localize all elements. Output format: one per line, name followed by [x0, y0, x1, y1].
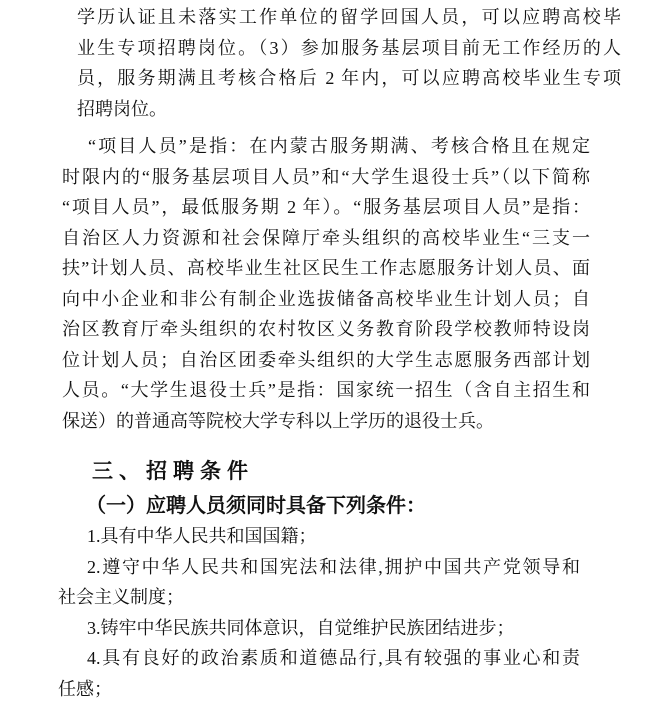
conditions-list — [58, 521, 580, 704]
paragraph-1 — [77, 2, 621, 124]
text-line: 扶”计划人员、高校毕业生社区民生工作志愿服务计划人员、面 — [62, 258, 590, 278]
subsection-heading: （一）应聘人员须同时具备下列条件： — [86, 494, 426, 517]
text-line: 人员。“大学生退役士兵”是指：国家统一招生（含自主招生和 — [62, 380, 590, 400]
condition-item-1: 1.具有中华人民共和国国籍； — [87, 526, 317, 546]
text-line: 保送）的普通高等院校大学专科以上学历的退役士兵。 — [62, 410, 494, 431]
text-line: 向中小企业和非公有制企业选拔储备高校毕业生计划人员；自 — [62, 288, 590, 309]
text-line: 学历认证且未落实工作单位的留学回国人员，可以应聘高校毕 — [77, 7, 621, 27]
condition-item-2-continuation: 社会主义制度； — [58, 587, 184, 607]
text-line: 时限内的“服务基层项目人员”和“大学生退役士兵”（以下简称 — [62, 166, 590, 187]
text-line: “项目人员”，最低服务期 2 年）。“服务基层项目人员”是指： — [62, 197, 590, 217]
text-line: 员，服务期满且考核合格后 2 年内，可以应聘高校毕业生专项 — [77, 68, 621, 88]
condition-item-2: 2.遵守中华人民共和国宪法和法律,拥护中国共产党领导和 — [87, 556, 580, 577]
condition-item-3: 3.铸牢中华民族共同体意识，自觉维护民族团结进步； — [87, 617, 515, 638]
section-heading: 三、招聘条件 — [92, 460, 254, 483]
paragraph-2 — [62, 131, 590, 436]
condition-item-4: 4.具有良好的政治素质和道德品行,具有较强的事业心和责 — [87, 648, 580, 668]
text-line: 自治区人力资源和社会保障厅牵头组织的高校毕业生“三支一 — [62, 227, 590, 248]
text-line: 招聘岗位。 — [77, 98, 167, 119]
text-line: 位计划人员；自治区团委牵头组织的大学生志愿服务西部计划 — [62, 349, 590, 370]
condition-item-4-continuation: 任感； — [58, 678, 112, 699]
text-line: 业生专项招聘岗位。（3）参加服务基层项目前无工作经历的人 — [77, 37, 621, 58]
text-line: 治区教育厅牵头组织的农村牧区义务教育阶段学校教师特设岗 — [62, 319, 590, 339]
text-line: “项目人员”是指：在内蒙古服务期满、考核合格且在规定 — [88, 136, 590, 156]
